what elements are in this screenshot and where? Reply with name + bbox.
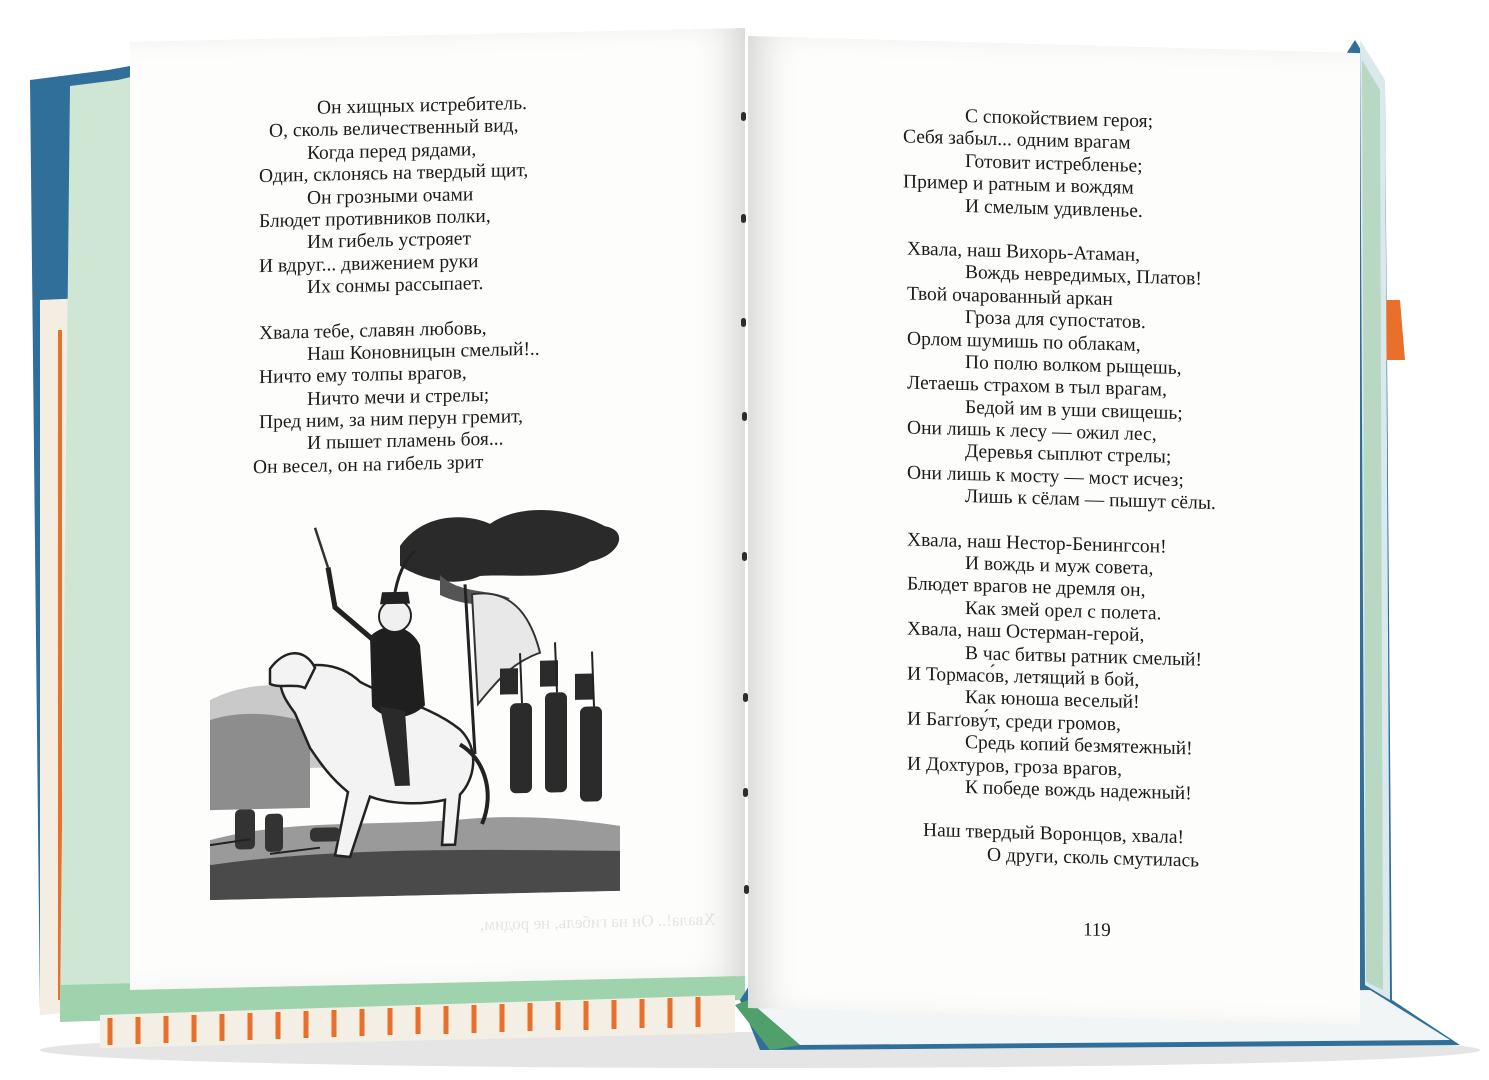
poem-line: И Дохтуров, гроза врагов, xyxy=(907,752,1122,780)
poem-line: Средь копий безмятежный! xyxy=(965,732,1193,760)
poem-line: К победе вождь надежный! xyxy=(965,776,1192,805)
poem-line: Как юноша веселый! xyxy=(965,687,1140,714)
poem-line: О, сколь величественный вид, xyxy=(269,115,519,143)
poem-line: Когда перед рядами, xyxy=(307,138,477,164)
poem-line: Бедой им в уши свищешь; xyxy=(965,396,1183,424)
poem-line: Один, склонясь на твердый щит, xyxy=(259,160,529,188)
poem-line: Ничто ему толпы врагов, xyxy=(259,362,467,389)
poem-line: Гроза для супостатов. xyxy=(965,307,1146,334)
poem-line: Им гибель устрояет xyxy=(307,228,471,254)
poem-line: Ничто мечи и стрелы; xyxy=(307,384,490,410)
poem-line: Их сонмы рассыпает. xyxy=(307,273,484,299)
binding-stitch xyxy=(741,112,746,121)
poem-line: Готовит истребленье; xyxy=(965,150,1143,177)
poem-line: Хвала, наш Остерман-герой, xyxy=(907,618,1145,647)
poem-line: Он весел, он на гибель зрит xyxy=(253,451,484,479)
poem-line: Наш Коновницын смелый!.. xyxy=(307,338,540,365)
poem-line: О други, сколь смутилась xyxy=(987,844,1200,872)
binding-stitch xyxy=(743,788,748,797)
left-poem xyxy=(245,93,540,480)
poem-line: Себя забыл... одним врагам xyxy=(903,126,1131,155)
poem-line: Блюдет противников полки, xyxy=(259,205,491,233)
binding-stitch xyxy=(743,693,748,702)
poem-line: Он грозными очами xyxy=(307,183,474,209)
right-poem xyxy=(903,104,1216,873)
poem-line: С спокойствием героя; xyxy=(965,106,1153,133)
binding-stitch xyxy=(741,214,746,223)
poem-line: Пред ним, за ним перун гремит, xyxy=(259,406,524,434)
poem-line: По полю волком рыщешь, xyxy=(965,351,1182,380)
binding-stitch xyxy=(742,552,747,561)
poem-line: Орлом шумишь по облакам, xyxy=(907,327,1141,356)
binding-stitch xyxy=(741,318,746,327)
poem-line: И вождь и муж совета, xyxy=(965,553,1154,580)
poem-line: И вдруг... движением руки xyxy=(259,250,479,277)
poem-line: Как змей орел с полета. xyxy=(965,597,1162,625)
poem-line: И пышет пламень боя... xyxy=(307,428,504,455)
poem-line: Он хищных истребитель. xyxy=(317,92,528,119)
poem-line: И Багґову́т, среди громов, xyxy=(907,708,1121,736)
poem-line: И смелым удивленье. xyxy=(965,195,1143,222)
poem-line: Они лишь к мосту — мост исчез; xyxy=(907,462,1184,492)
poem-line: Деревья сыплют стрелы; xyxy=(965,441,1172,469)
binding-stitch xyxy=(744,885,749,894)
right-page xyxy=(748,36,1360,1025)
poem-line: Хвала тебе, славян любовь, xyxy=(259,317,487,344)
poem-line: Твой очарованный аркан xyxy=(907,283,1113,310)
poem-line: Вождь невредимых, Платов! xyxy=(965,262,1202,291)
poem-line: Хвала, наш Вихорь-Атаман, xyxy=(907,238,1141,266)
poem-line: Блюдет врагов не дремля он, xyxy=(907,573,1146,602)
poem-line: Лишь к сёлам — пышут сёлы. xyxy=(965,486,1216,515)
poem-line: И Тормасо́в, летящий в бой, xyxy=(907,663,1140,691)
poem-line: Наш твердый Воронцов, хвала! xyxy=(923,820,1184,849)
show-through-text: Хвала!.. Он на гибель, не родим, xyxy=(480,909,716,935)
binding-stitch xyxy=(742,412,747,421)
poem-line: Летаешь страхом в тыл врагам, xyxy=(907,372,1167,401)
poem-line: Хвала, наш Нестор-Бенингсон! xyxy=(907,529,1167,558)
poem-line: Они лишь к лесу — ожил лес, xyxy=(907,417,1157,446)
left-page xyxy=(130,28,745,990)
page-number: 119 xyxy=(1083,919,1111,942)
poem-line: В час битвы ратник смелый! xyxy=(965,642,1202,671)
poem-line: Пример и ратным и вождям xyxy=(903,171,1134,199)
illustration-cavalry-officer xyxy=(210,501,630,901)
